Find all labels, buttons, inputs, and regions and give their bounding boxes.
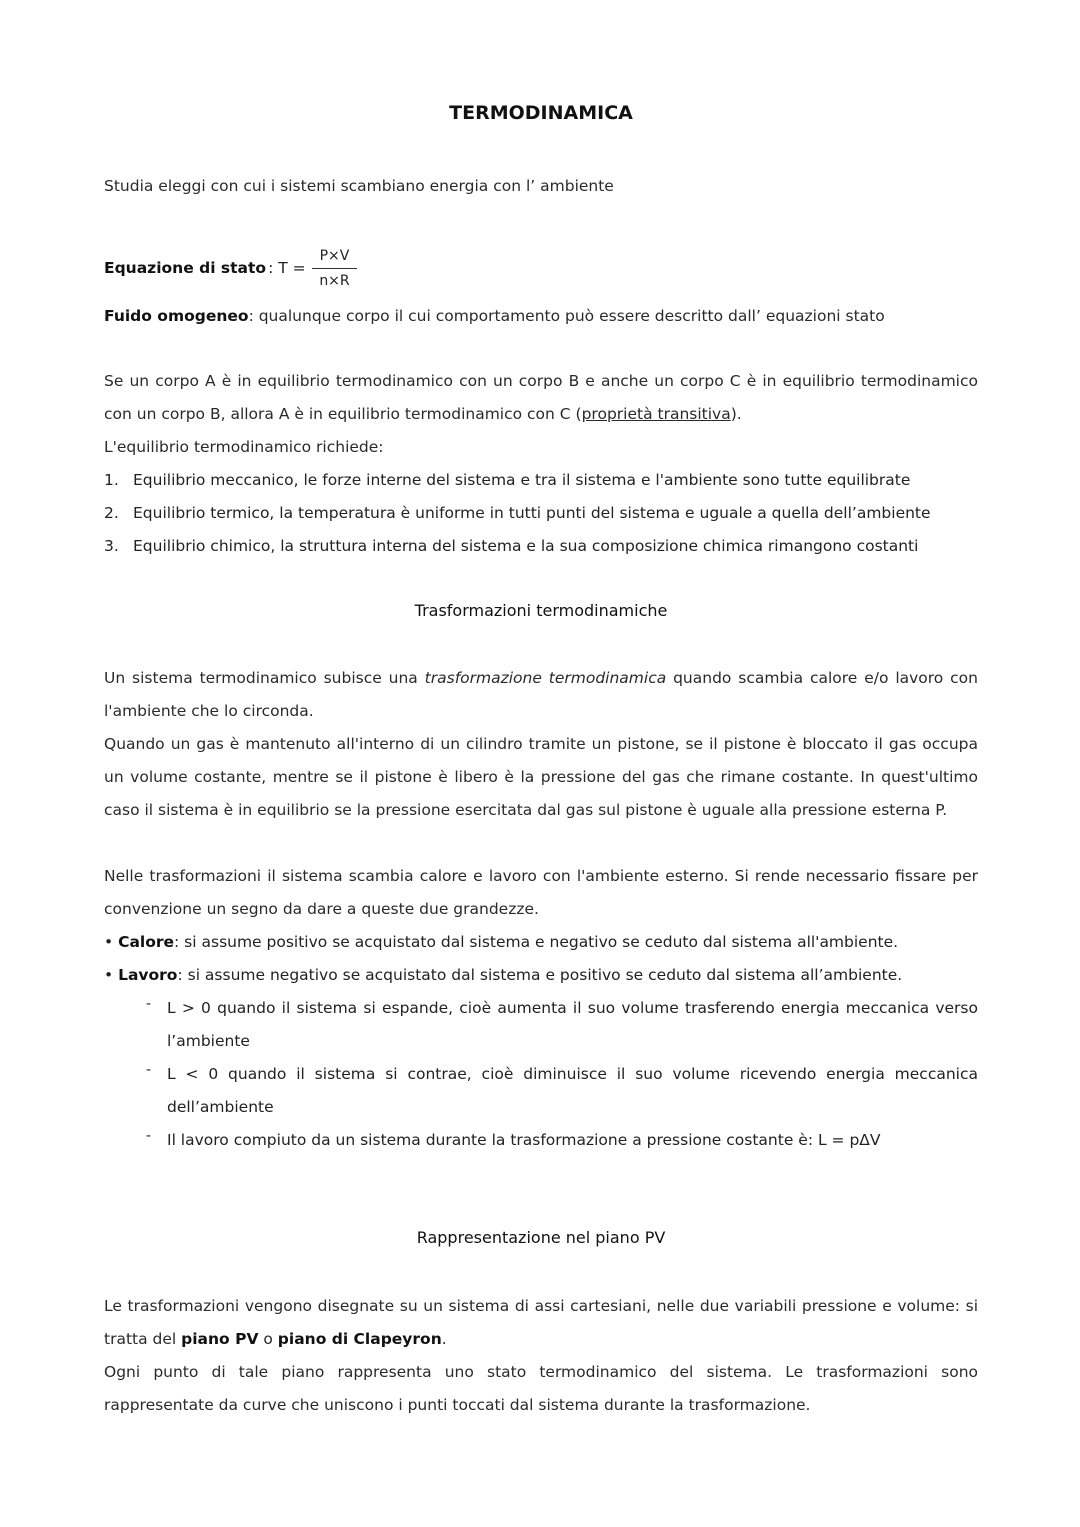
bullet-dot: • [104,966,119,984]
dash-text: L < 0 quando il sistema si contrae, cioè diminuisce il suo volume ricevendo energia meccanica dell’ambiente [167,1065,978,1116]
equilibrium-paragraph [104,365,978,431]
state-equation-label: Equazione di stato [104,259,267,277]
bullet-text: : si assume positivo se acquistato dal sistema e negativo se ceduto dal sistema all'ambiente. [174,933,899,951]
bold-term: piano PV [181,1330,259,1348]
dash-marker: - [146,996,152,1012]
equilibrium-requires: L'equilibrio termodinamico richiede: [104,438,384,456]
work-dash-list [104,992,978,1157]
bullet-dot: • [104,933,119,951]
list-text: Equilibrio chimico, la struttura interna del sistema e la sua composizione chimica rimangono costanti [133,537,919,555]
list-number: 2. [104,504,119,522]
pv-paragraph-1 [104,1290,978,1356]
list-number: 3. [104,537,119,555]
dash-marker: - [146,1062,152,1078]
intro-paragraph: Studia eleggi con cui i sistemi scambiano energia con l’ ambiente [104,177,614,195]
emphasis-text: trasformazione termodinamica [424,669,667,687]
text-span: o [258,1330,278,1348]
list-item [104,497,978,530]
fluid-text: : qualunque corpo il cui comportamento può essere descritto dall’ equazioni stato [248,307,885,325]
transformations-paragraph-1 [104,662,978,728]
bullet-heat [104,926,978,959]
text-span: . [441,1330,447,1348]
section-heading-pv-plane: Rappresentazione nel piano PV [416,1228,666,1247]
bold-term: piano di Clapeyron [277,1330,442,1348]
fluid-label: Fuido omogeneo [104,307,249,325]
transformations-paragraph-2: Quando un gas è mantenuto all'interno di un cilindro tramite un pistone, se il pistone è bloccato il gas occupa un volume costante, mentre se il pistone è libero è la pressione del gas che rimane costante. In quest'ultimo caso il sistema è in equilibrio se la pressione esercitata dal gas sul pistone è uguale alla pressione esterna P. [104,735,978,819]
dash-text: L > 0 quando il sistema si espande, cioè aumenta il suo volume trasferendo energia meccanica verso l’ambiente [167,999,978,1050]
transformations-paragraph-3: Nelle trasformazioni il sistema scambia calore e lavoro con l'ambiente esterno. Si rende necessario fissare per convenzione un segno da dare a queste due grandezze. [104,867,978,918]
bullet-label: Lavoro [118,966,178,984]
state-equation-fraction [312,248,358,289]
pv-paragraph-2: Ogni punto di tale piano rappresenta uno stato termodinamico del sistema. Le trasformazioni sono rappresentate da curve che uniscono i punti toccati dal sistema durante la trasformazione. [104,1363,978,1414]
equilibrium-text-end: ). [730,405,742,423]
bullet-text: : si assume negativo se acquistato dal sistema e positivo se ceduto dal sistema all’ambiente. [177,966,903,984]
dash-item [104,1058,978,1124]
dash-item [104,1124,978,1157]
list-text: Equilibrio meccanico, le forze interne del sistema e tra il sistema e l'ambiente sono tutte equilibrate [133,471,911,489]
text-span: quando scambia calore e/o lavoro con l'ambiente che lo circonda. [104,669,978,720]
dash-text: Il lavoro compiuto da un sistema durante la trasformazione a pressione costante è: L = pΔV [167,1131,881,1149]
equilibrium-list [104,464,978,563]
bullet-work [104,959,978,992]
list-item [104,464,978,497]
text-span: Un sistema termodinamico subisce una [104,669,425,687]
list-item [104,530,978,563]
fraction-denominator: n×R [319,272,350,289]
equilibrium-text: Se un corpo A è in equilibrio termodinamico con un corpo B e anche un corpo C è in equilibrio termodinamico con un corpo B, allora A è in equilibrio termodinamico con C ( [104,372,978,423]
list-number: 1. [104,471,119,489]
fraction-numerator: P×V [312,248,358,269]
list-text: Equilibrio termico, la temperatura è uniforme in tutti punti del sistema e uguale a quella dell’ambiente [133,504,931,522]
fluid-definition [104,300,978,333]
page-title: TERMODINAMICA [449,102,633,124]
state-equation [104,238,978,298]
bullet-label: Calore [118,933,175,951]
dash-item [104,992,978,1058]
text-span: Le trasformazioni vengono disegnate su un sistema di assi cartesiani, nelle due variabili pressione e volume: si tratta del [104,1297,978,1348]
dash-marker: - [146,1128,152,1144]
state-equation-lhs: : T = [268,259,306,277]
section-heading-transformations: Trasformazioni termodinamiche [414,601,668,620]
transitive-property-link: proprietà transitiva [581,405,731,423]
